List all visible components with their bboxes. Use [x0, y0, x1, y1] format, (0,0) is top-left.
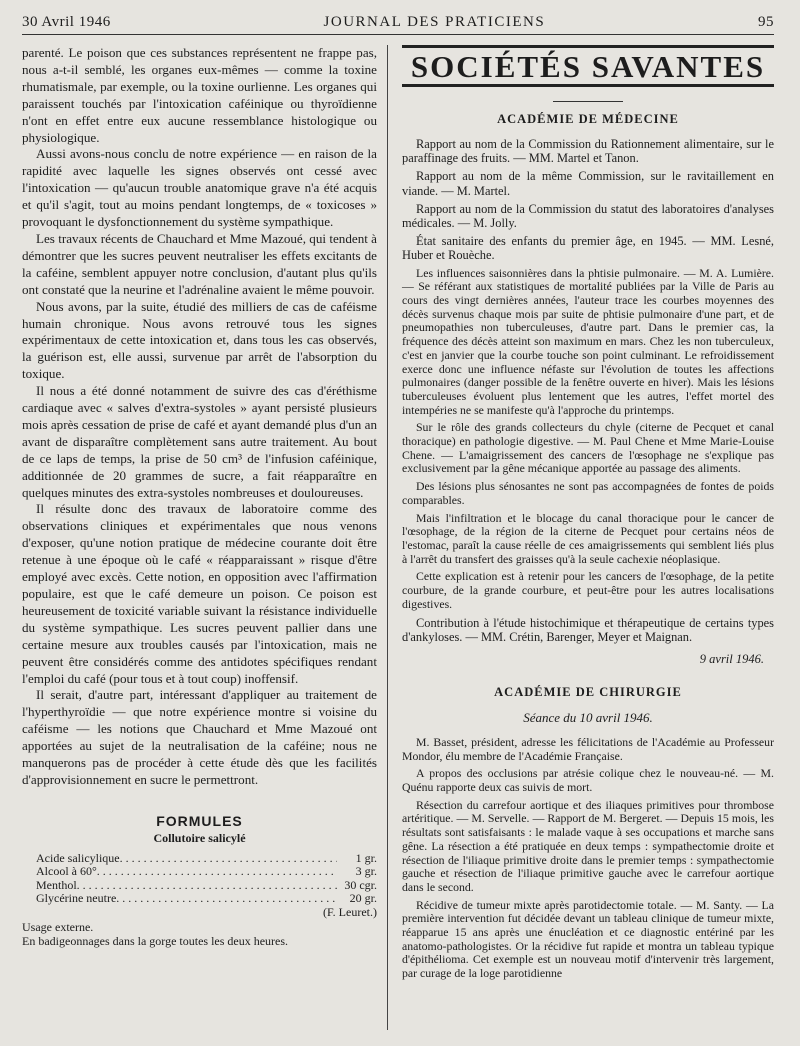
divider	[553, 101, 623, 102]
formule-author: (F. Leuret.)	[322, 904, 377, 919]
formule-subtitle: Collutoire salicylé	[153, 830, 246, 845]
report-entry: Les influences saisonnières dans la phtisie pulmonaire. — M. A. Lumière. — Se référant aux statistiques de mortalité publiées par la Ville de Paris au cours des vingt dernières années, l'auteur trace les courbes moyennes des décès survenus chaque mois par suite de phtisie pulmonaire d'une part, et de pneumopathies non tuberculeuses, d'autre part. Dans le premier cas, la fréquence des décès atteint son maximum en mars. Chez les non tuberculeux, c'est en janvier que la courbe touche son point culminant. Le refroidissement exerce donc une influence néfaste sur l'évolution de toutes les affections pulmonaires (danger possible de la fenêtre ouverte en hiver). Mais les lésions tuberculeuses évoluent plus lentement que les autres, l'effet mortel des intempéries ne se manifeste qu'à l'approche du printemps.	[402, 265, 774, 417]
paragraph: Il serait, d'autre part, intéressant d'appliquer au traitement de l'hyperthyroïdie — que notre expérience montre si voisine du caféisme — les notions que Chauchard et Mme Mazoué ont apportées au sujet de la neutralisation de la caféine; nous ne manquerons pas de procéder à cette étude dès que les facilités d'approvisionnement en sucre le permettront.	[22, 687, 377, 787]
session-date: 9 avril 1946.	[699, 651, 764, 666]
usage-instructions: En badigeonnages dans la gorge toutes les deux heures.	[22, 933, 289, 948]
academie-chirurgie-heading: ACADÉMIE DE CHIRURGIE	[494, 684, 682, 699]
report-entry: État sanitaire des enfants du premier âge, en 1945. — MM. Lesné, Huber et Rouèche.	[402, 234, 774, 263]
paragraph: Il résulte donc des travaux de laboratoire comme des observations cliniques et expérimentales que nous venons d'exposer, qu'une notion pratique de médecine courante doit être retenue à une époque où le café « réapparaissant » risque d'être employé avec excès. Cette notion, en opposition avec l'affirmation populaire, est que le café demeure un poison. Ce poison est heureusement de toxicité variable suivant la résistance individuelle du système sympathique. Les sucres peuvent pallier dans une certaine mesure aux troubles causés par l'intoxication, mais ne peuvent être considérés comme des antidotes spécifiques rendant l'emploi du café (pour tous et à tout coup) inoffensif.	[22, 501, 377, 686]
seance-date: Séance du 10 avril 1946.	[523, 709, 653, 725]
paragraph: Les travaux récents de Chauchard et Mme Mazoué, qui tendent à démontrer que les sucres peuvent neutraliser les effets excitants de la caféine, semblent appuyer notre conclusion, d'autant plus qu'ils ont constaté que la neurine et l'adrénaline avaient le même pouvoir.	[22, 230, 377, 297]
ingredient-name: Acide salicylique	[36, 850, 120, 865]
ingredient-row	[22, 879, 377, 893]
ingredient-qty: 30 cgr.	[344, 877, 377, 892]
ingredient-qty: 1 gr.	[355, 850, 377, 865]
ingredient-row	[22, 852, 377, 866]
header-date: 30 Avril 1946	[22, 14, 111, 30]
ingredient-name: Alcool à 60°	[36, 864, 97, 879]
report-entry: Des lésions plus sénosantes ne sont pas accompagnées de fontes de poids comparables.	[402, 479, 774, 507]
usage-note: Usage externe.	[22, 920, 94, 935]
paragraph: Il nous a été donné notamment de suivre des cas d'éréthisme cardiaque avec « salves d'extra-systoles » ayant persisté plusieurs mois après cessation de prise de café et ayant demandé plus d'un an avant de disparaître complètement sans autre traitement. Au bout de ce laps de temps, la prise de 50 cm³ de l'infusion caféinique, additionnée de 20 grammes de sucre, a fait réapparaître en quelques minutes des extra-systoles nombreuses et douloureuses.	[22, 383, 377, 500]
paragraph: parenté. Le poison que ces substances représentent ne frappe pas, nous a-t-il semblé, les organes eux-mêmes — comme la toxine rhumatismale, par exemple, ou la toxine ourlienne. Les organes qui paraissent touchés par l'intoxication caféinique ou thyroïdienne n'ont en effet entre eux aucune ressemblance histologique ou physiologique.	[22, 45, 377, 145]
report-entry: Rapport au nom de la Commission du Rationnement alimentaire, sur le paraffinage des fruits. — MM. Martel et Tanon.	[402, 137, 774, 166]
report-entry: M. Basset, président, adresse les félicitations de l'Académie au Professeur Mondor, élu membre de l'Académie Française.	[402, 734, 774, 763]
report-entry: Sur le rôle des grands collecteurs du chyle (citerne de Pecquet et canal thoracique) en pathologie digestive. — M. Paul Chene et Mme Marie-Louise Chene. — L'amaigrissement des cancers de l'œsophage ne s'explique pas exclusivement par la gêne mécanique apportée au passage des aliments.	[402, 420, 774, 476]
report-entry: Cette explication est à retenir pour les cancers de l'œsophage, de la petite courbure, de la grande courbure, et peut-être pour les autres localisations digestives.	[402, 569, 774, 611]
paragraph: Nous avons, par la suite, étudié des milliers de cas de caféisme humain chronique. Nous avons retrouvé tous les signes expérimentaux de cette intoxication et, dans tous les cas observés, la guérison est, elle aussi, survenue par arrêt de l'absorption du toxique.	[22, 298, 377, 382]
left-column	[22, 45, 388, 1030]
report-entry: Rapport au nom de la même Commission, sur le ravitaillement en viande. — M. Martel.	[402, 169, 774, 198]
formules-heading: FORMULES	[156, 812, 243, 829]
report-entry: A propos des occlusions par atrésie colique chez le nouveau-né. — M. Quénu rapporte deux cas suivis de mort.	[402, 766, 774, 795]
ingredient-name: Glycérine neutre	[36, 891, 117, 906]
ingredient-qty: 3 gr.	[355, 864, 377, 879]
header-journal-title: JOURNAL DES PRATICIENS	[323, 14, 546, 30]
ingredient-row	[22, 892, 377, 906]
running-header	[22, 14, 774, 35]
report-entry: Résection du carrefour aortique et des iliaques primitives pour thrombose artéritique. — M. Servelle. — Rapport de M. Bergeret. — Depuis 15 mois, les résultats sont satisfaisants : le malade vaque à ses occupations et marche sans gêne. La résection a été pratiquée en deux temps : sympathectomie droite et résection de l'iliaque primitive droite dans le premier temps : sympathectomie gauche et résection de l'iliaque primitive gauche avec le carrefour aortique dans le second.	[402, 797, 774, 894]
report-entry: Récidive de tumeur mixte après parotidectomie totale. — M. Santy. — La première intervention fut décidée devant un tableau clinique de tumeur mixte, réapparue 15 ans après une énucléation et ce diagnostic entériné par les anatomo-pathologistes. Or la récidive fut rapide et montra un tableau typique d'épithélioma. Cet exemple est un nouveau motif d'intervenir très largement, par curage de la loge parotidienne	[402, 897, 774, 981]
ingredient-name: Menthol	[36, 877, 77, 892]
ingredient-qty: 20 gr.	[349, 891, 377, 906]
academie-medecine-heading: ACADÉMIE DE MÉDECINE	[497, 112, 679, 126]
report-entry: Rapport au nom de la Commission du statut des laboratoires d'analyses médicales. — M. Jolly.	[402, 201, 774, 231]
report-entry: Contribution à l'étude histochimique et thérapeutique de certains types d'ankyloses. — MM. Crétin, Barenger, Meyer et Maignan.	[402, 615, 774, 644]
ingredient-row	[22, 865, 377, 879]
paragraph: Aussi avons-nous conclu de notre expérience — en raison de la rapidité avec laquelle les signes observés ont cessé avec l'intoxication — qu'aucun trouble anatomique grave n'a été acquis et qu'il s'agit, tout au moins pendant longtemps, de « toxicoses » provoquant le dysfonctionnement du système sympathique.	[22, 146, 377, 230]
right-column	[388, 45, 774, 1030]
header-page-number: 95	[758, 14, 774, 30]
report-entry: Mais l'infiltration et le blocage du canal thoracique pour le cancer de l'œsophage, de la région de la citerne de Pecquet pour certains néos de l'estomac, paraît la cause réelle de ces amaigrissements qui semblent liés plus à l'arrêt du transfert des graisses qu'à la seule cachexie néoplasique.	[402, 510, 774, 566]
prescription	[22, 852, 377, 949]
section-title: SOCIÉTÉS SAVANTES	[402, 45, 774, 87]
